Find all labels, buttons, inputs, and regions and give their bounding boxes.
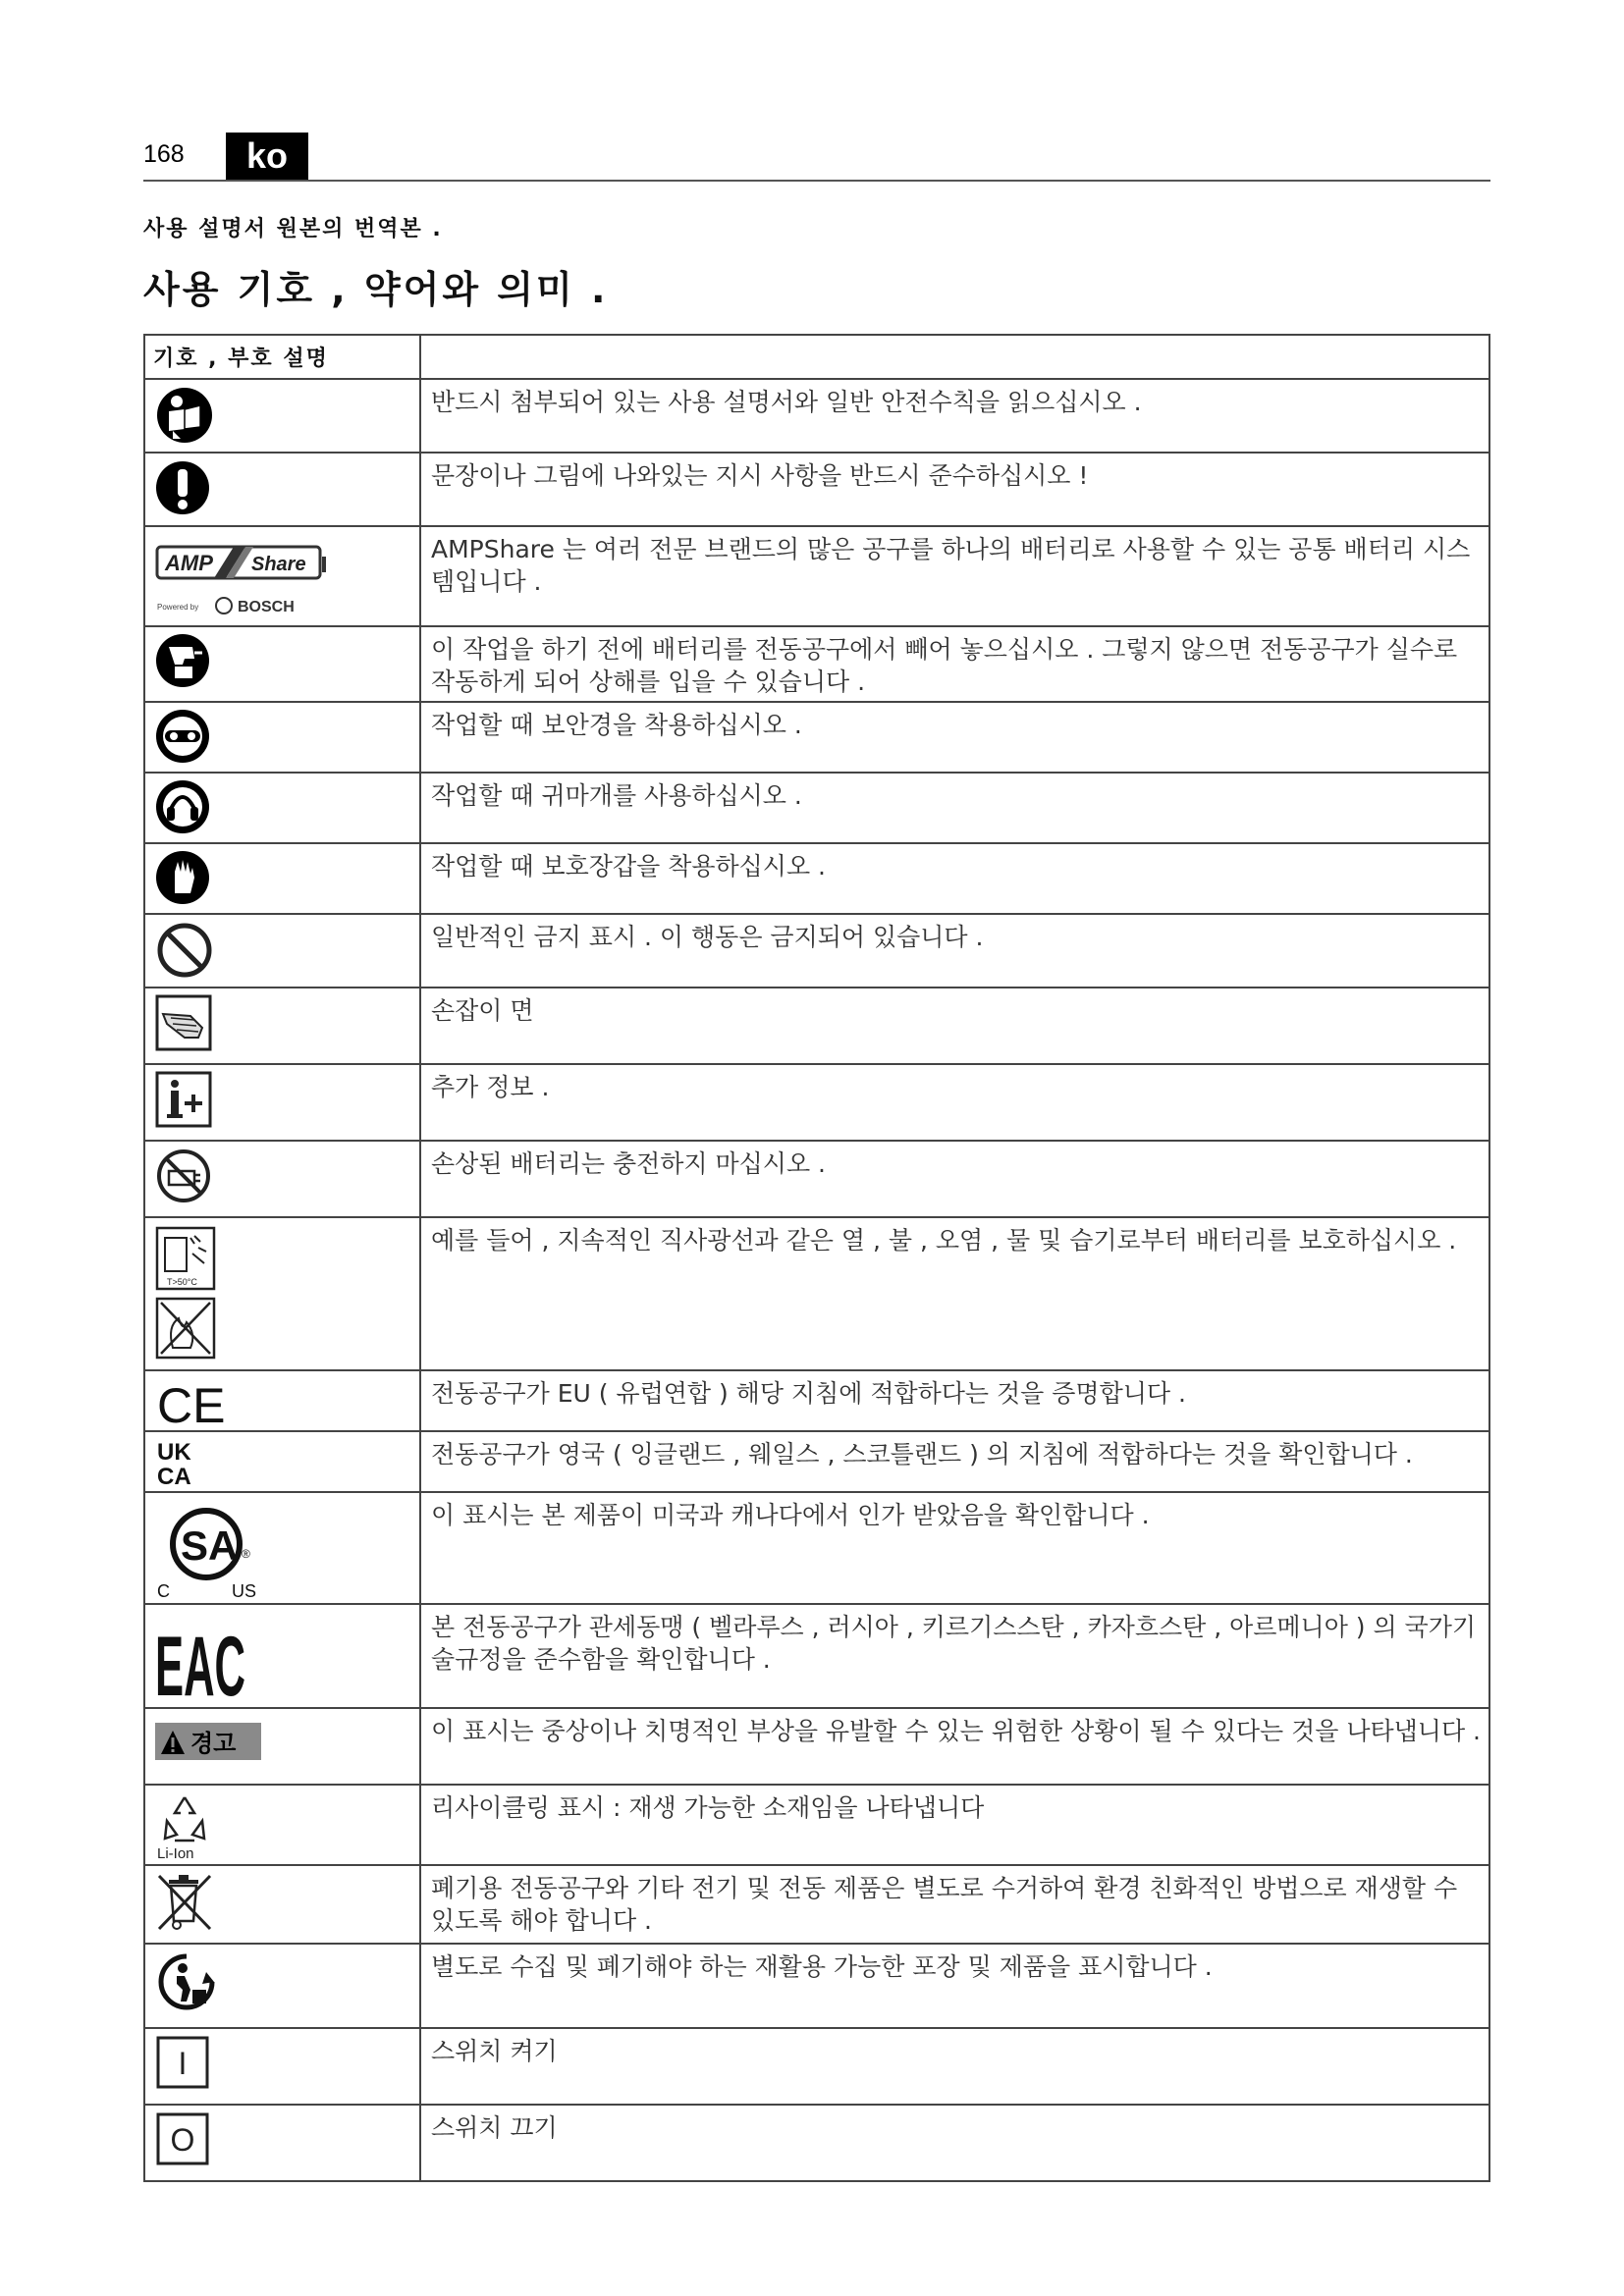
row-description: 이 작업을 하기 전에 배터리를 전동공구에서 빼어 놓으십시오 . 그렇지 않으면 전동공구가 실수로 작동하게 되어 상해를 입을 수 있습니다 . (420, 626, 1489, 702)
ampshare-powered-text: Powered by (157, 603, 199, 612)
temperature-label: T>50°C (167, 1277, 197, 1287)
table-header-cell: 기호 , 부호 설명 (144, 335, 420, 379)
table-row (144, 702, 1489, 773)
table-row (144, 1708, 1489, 1785)
li-ion-label: Li-Ion (157, 1845, 194, 1862)
table-row (144, 1217, 1489, 1370)
read-manual-icon (155, 386, 214, 445)
row-description: 반드시 첨부되어 있는 사용 설명서와 일반 안전수칙을 읽으십시오 . (420, 379, 1489, 453)
table-row (144, 526, 1489, 626)
csa-mark-text: SA (181, 1522, 239, 1569)
csa-mark-icon (155, 1499, 273, 1601)
page-number: 168 (143, 140, 185, 168)
table-row (144, 2105, 1489, 2181)
table-row (144, 843, 1489, 914)
ukca-mark-icon (155, 1438, 206, 1489)
table-row (144, 914, 1489, 988)
exclamation-icon (155, 459, 210, 516)
row-description: 작업할 때 귀마개를 사용하십시오 . (420, 773, 1489, 843)
table-row (144, 626, 1489, 702)
table-row (144, 1865, 1489, 1944)
table-row (144, 1431, 1489, 1492)
row-description: 스위치 켜기 (420, 2028, 1489, 2105)
ce-mark-text: CE (157, 1378, 226, 1433)
language-badge: ko (226, 133, 308, 180)
table-row (144, 988, 1489, 1064)
ukca-bottom-text: CA (157, 1464, 191, 1490)
table-row (144, 453, 1489, 526)
table-row (144, 1944, 1489, 2028)
row-description: 문장이나 그림에 나와있는 지시 사항을 반드시 준수하십시오 ! (420, 453, 1489, 526)
table-header-empty-cell (420, 335, 1489, 379)
row-description: 별도로 수집 및 폐기해야 하는 재활용 가능한 포장 및 제품을 표시합니다 . (420, 1944, 1489, 2028)
section-title: 사용 기호 , 약어와 의미 . (143, 268, 609, 311)
table-row (144, 379, 1489, 453)
protective-gloves-icon (155, 850, 210, 905)
gripping-surface-icon (155, 994, 212, 1051)
row-description: 스위치 끄기 (420, 2105, 1489, 2181)
row-description: 손상된 배터리는 충전하지 마십시오 . (420, 1141, 1489, 1217)
switch-off-icon (155, 2111, 210, 2166)
recyclable-packaging-icon (155, 1950, 218, 2013)
remove-battery-icon (155, 633, 210, 688)
warning-label-text: 경고 (190, 1730, 237, 1757)
ampshare-amp-text: AMP (165, 551, 213, 575)
row-description: 손잡이 면 (420, 988, 1489, 1064)
row-description: 예를 들어 , 지속적인 직사광선과 같은 열 , 불 , 오염 , 물 및 습기로부터 배터리를 보호하십시오 . (420, 1217, 1489, 1370)
recycling-li-ion-icon (155, 1791, 214, 1862)
csa-c-text: C (157, 1581, 170, 1601)
row-description: 이 표시는 중상이나 치명적인 부상을 유발할 수 있는 위험한 상황이 될 수 있다는 것을 나타냅니다 . (420, 1708, 1489, 1785)
ear-protection-icon (155, 779, 210, 834)
row-description: 작업할 때 보호장갑을 착용하십시오 . (420, 843, 1489, 914)
symbols-table (143, 334, 1490, 2182)
ampshare-logo-icon (155, 541, 332, 619)
ampshare-brand-text: BOSCH (238, 599, 295, 615)
eac-mark-icon (155, 1611, 253, 1714)
info-plus-icon (155, 1071, 212, 1128)
table-row (144, 773, 1489, 843)
row-description: 작업할 때 보안경을 착용하십시오 . (420, 702, 1489, 773)
document-subtitle: 사용 설명서 원본의 번역본 . (143, 217, 443, 241)
switch-on-icon (155, 2035, 210, 2090)
table-header-row (144, 335, 1489, 379)
switch-on-label: I (178, 2046, 188, 2081)
switch-off-label: O (170, 2122, 195, 2158)
battery-heat-water-icon (155, 1224, 218, 1362)
row-description: 본 전동공구가 관세동맹 ( 벨라루스 , 러시아 , 키르기스스탄 , 카자흐스탄 , 아르메니아 ) 의 국가기술규정을 준수함을 확인합니다 . (420, 1604, 1489, 1708)
table-row (144, 2028, 1489, 2105)
table-row (144, 1141, 1489, 1217)
ce-mark-icon (155, 1377, 226, 1433)
csa-registered-text: ® (242, 1547, 250, 1561)
table-row (144, 1064, 1489, 1141)
no-charge-damaged-battery-icon (155, 1148, 212, 1204)
safety-goggles-icon (155, 709, 210, 764)
eac-mark-text: EAC (155, 1620, 245, 1714)
weee-bin-icon (155, 1872, 214, 1933)
row-description: 전동공구가 EU ( 유럽연합 ) 해당 지침에 적합하다는 것을 증명합니다 . (420, 1370, 1489, 1431)
table-row (144, 1492, 1489, 1604)
row-description: 이 표시는 본 제품이 미국과 캐나다에서 인가 받았음을 확인합니다 . (420, 1492, 1489, 1604)
row-description: 리사이클링 표시 : 재생 가능한 소재임을 나타냅니다 (420, 1785, 1489, 1865)
ukca-top-text: UK (157, 1439, 191, 1466)
ampshare-share-text: Share (251, 554, 306, 575)
table-row (144, 1370, 1489, 1431)
row-description: 폐기용 전동공구와 기타 전기 및 전동 제품은 별도로 수거하여 환경 친화적인 방법으로 재생할 수 있도록 해야 합니다 . (420, 1865, 1489, 1944)
prohibition-icon (155, 921, 214, 980)
row-description: 추가 정보 . (420, 1064, 1489, 1141)
csa-us-text: US (232, 1581, 257, 1601)
row-description: 일반적인 금지 표시 . 이 행동은 금지되어 있습니다 . (420, 914, 1489, 988)
row-description: 전동공구가 영국 ( 잉글랜드 , 웨일스 , 스코틀랜드 ) 의 지침에 적합하다는 것을 확인합니다 . (420, 1431, 1489, 1492)
header-rule (143, 180, 1490, 182)
row-description: AMPShare 는 여러 전문 브랜드의 많은 공구를 하나의 배터리로 사용할 수 있는 공통 배터리 시스템입니다 . (420, 526, 1489, 626)
table-row (144, 1785, 1489, 1865)
warning-label-icon (155, 1723, 263, 1762)
table-row (144, 1604, 1489, 1708)
